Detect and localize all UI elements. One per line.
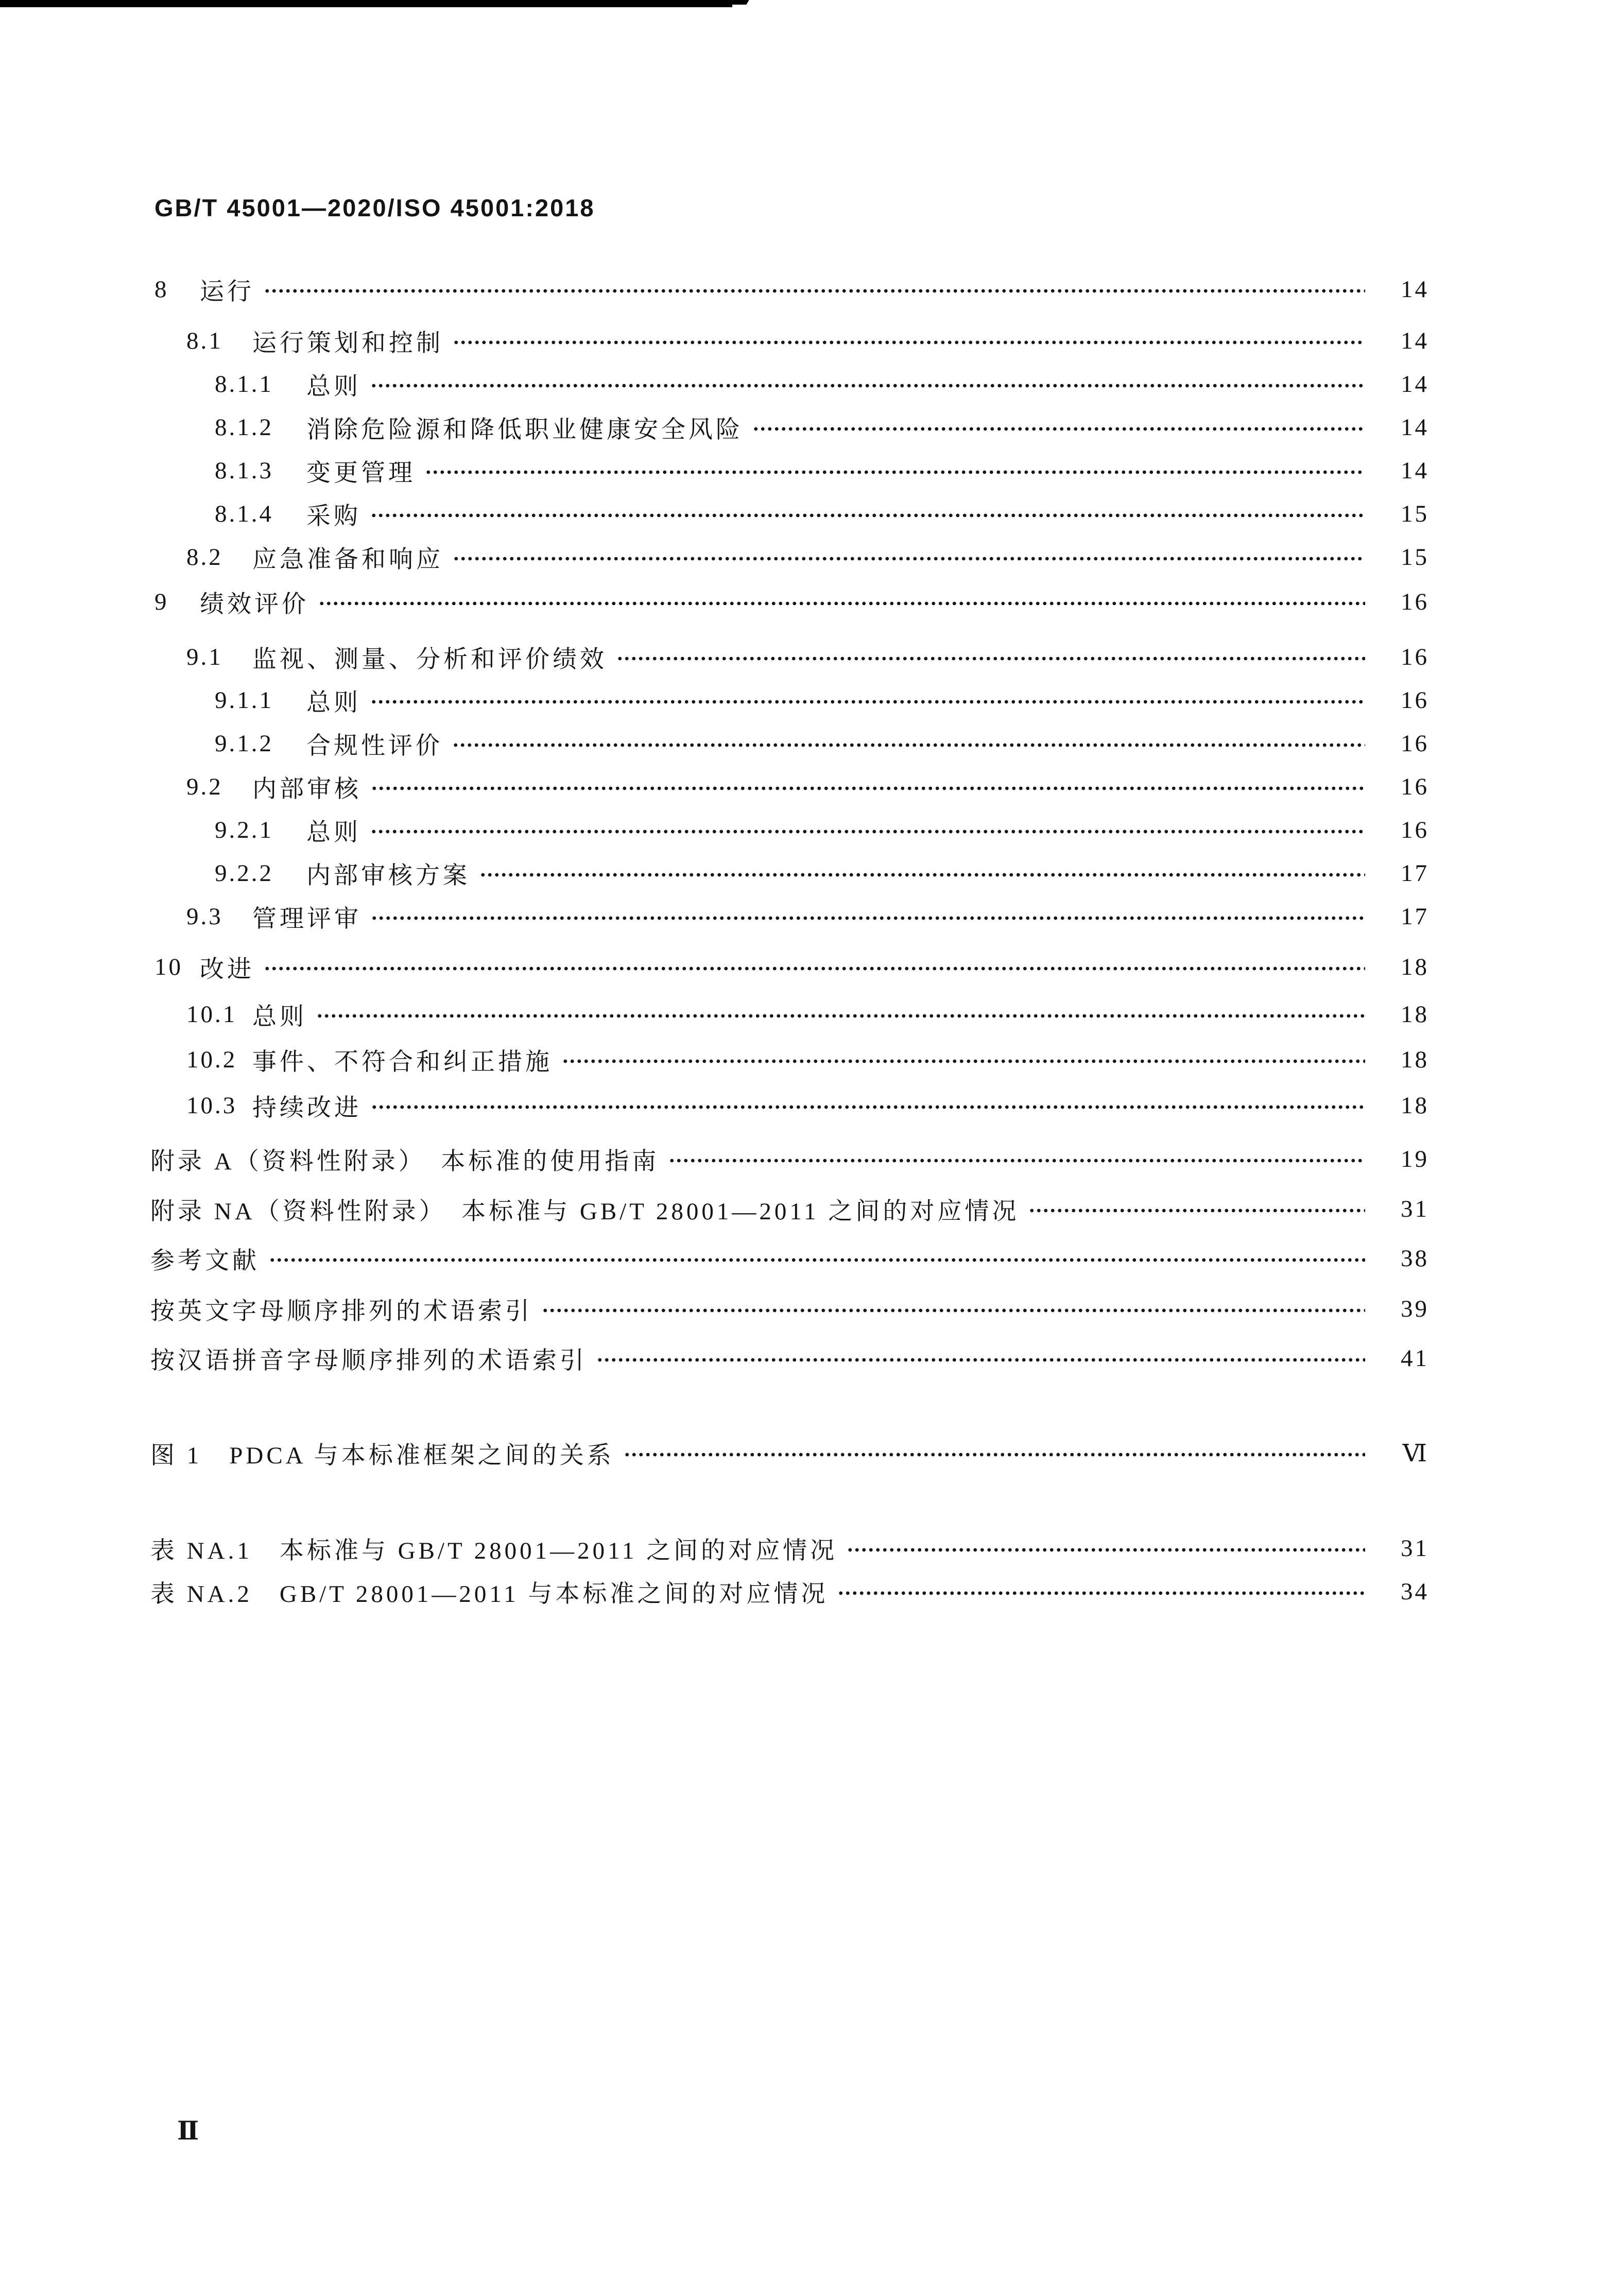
toc-entry-number: 9.1 <box>186 644 223 670</box>
dot-leader <box>1028 1207 1365 1214</box>
toc-entry-number: 9 <box>154 589 169 615</box>
toc-entry-page: 19 <box>1401 1146 1429 1172</box>
toc-entry-title: 改进 <box>200 956 254 983</box>
toc-entry-title: 附录 NA（资料性附录） 本标准与 GB/T 28001—2011 之间的对应情况 <box>150 1198 1020 1225</box>
dot-leader <box>479 872 1365 878</box>
toc-entry-page: 16 <box>1401 773 1429 800</box>
toc-entry-number: 8.1.1 <box>215 371 273 398</box>
toc-entry <box>0 1287 1429 1331</box>
toc-entry-title: 变更管理 <box>306 459 416 487</box>
toc-entry-title: 总则 <box>252 1003 307 1030</box>
toc-entry-page: 18 <box>1401 1046 1429 1073</box>
toc-entry-title: 总则 <box>306 373 361 400</box>
toc-entry-page: 16 <box>1401 589 1429 615</box>
toc-entry-number: 8.1 <box>186 327 223 354</box>
dot-leader <box>371 1104 1365 1110</box>
toc-entry <box>0 1337 1429 1380</box>
toc-entry-page: 16 <box>1401 817 1429 843</box>
toc-entry-number: 8.2 <box>186 544 223 571</box>
table-of-contents <box>0 268 1429 1613</box>
dot-leader <box>370 828 1365 835</box>
dot-leader <box>370 699 1365 705</box>
dot-leader <box>371 915 1365 921</box>
toc-entry <box>0 945 1429 989</box>
dot-leader <box>837 1590 1365 1596</box>
toc-entry <box>0 722 1429 765</box>
toc-entry-page: 16 <box>1401 644 1429 670</box>
toc-entry-title: 表 NA.2 GB/T 28001—2011 与本标准之间的对应情况 <box>150 1580 829 1608</box>
dot-leader <box>668 1158 1365 1164</box>
toc-entry-title: 总则 <box>306 689 361 716</box>
toc-entry-title: 表 NA.1 本标准与 GB/T 28001—2011 之间的对应情况 <box>150 1537 838 1564</box>
toc-entry-number: 10 <box>154 954 183 980</box>
toc-entry-title: 运行 <box>200 278 254 305</box>
toc-entry-title: 绩效评价 <box>200 591 309 618</box>
dot-leader <box>616 655 1365 662</box>
toc-entry-title: 管理评审 <box>252 905 361 933</box>
footer-page-number: Ⅱ <box>177 2116 199 2145</box>
dot-leader <box>562 1058 1365 1064</box>
toc-entry-page: 14 <box>1401 414 1429 441</box>
toc-entry <box>0 449 1429 492</box>
dot-leader <box>752 426 1365 432</box>
toc-entry-page: 38 <box>1401 1245 1429 1272</box>
toc-entry-title: 附录 A（资料性附录） 本标准的使用指南 <box>150 1148 660 1175</box>
toc-entry-title: 合规性评价 <box>306 732 443 759</box>
dot-leader <box>370 383 1365 389</box>
dot-leader <box>847 1547 1365 1553</box>
dot-leader <box>371 785 1365 791</box>
dot-leader <box>542 1307 1365 1314</box>
toc-entry-title: 参考文献 <box>150 1247 260 1274</box>
toc-entry-page: 14 <box>1401 276 1429 303</box>
toc-entry <box>0 679 1429 722</box>
dot-leader <box>596 1357 1365 1363</box>
toc-entry <box>0 765 1429 808</box>
toc-entry-number: 8.1.3 <box>215 457 273 484</box>
dot-leader <box>453 339 1365 346</box>
scan-artifact-bar <box>0 0 732 7</box>
toc-entry-number: 10.1 <box>186 1001 237 1028</box>
toc-entry <box>0 852 1429 895</box>
toc-entry <box>0 1137 1429 1181</box>
toc-entry <box>0 268 1429 311</box>
toc-entry-number: 9.1.2 <box>215 730 273 757</box>
dot-leader <box>370 512 1365 519</box>
toc-entry-number: 8.1.2 <box>215 414 273 441</box>
toc-entry-title: 内部审核方案 <box>306 862 470 889</box>
standard-code-header: GB/T 45001—2020/ISO 45001:2018 <box>154 194 595 221</box>
toc-entry <box>0 319 1429 362</box>
toc-entry-page: 17 <box>1401 860 1429 887</box>
toc-entry <box>0 1187 1429 1231</box>
toc-entry-page: 14 <box>1401 327 1429 354</box>
toc-entry-title: 图 1 PDCA 与本标准框架之间的关系 <box>150 1442 614 1469</box>
toc-entry-number: 9.3 <box>186 903 223 930</box>
dot-leader <box>316 1013 1365 1019</box>
toc-entry <box>0 1527 1429 1570</box>
toc-entry-number: 8.1.4 <box>215 500 273 527</box>
toc-entry-title: 监视、测量、分析和评价绩效 <box>252 646 607 673</box>
toc-entry-page: 34 <box>1401 1578 1429 1605</box>
toc-entry-page: 18 <box>1401 954 1429 980</box>
toc-entry-page: 14 <box>1401 457 1429 484</box>
toc-entry <box>0 1084 1429 1127</box>
scan-artifact-nub <box>718 0 749 5</box>
toc-entry-page: 16 <box>1401 687 1429 714</box>
dot-leader <box>269 1257 1365 1263</box>
toc-entry-title: 事件、不符合和纠正措施 <box>252 1048 553 1076</box>
dot-leader <box>425 469 1365 475</box>
toc-entry <box>0 993 1429 1036</box>
toc-entry <box>0 808 1429 852</box>
toc-entry-page: 14 <box>1401 371 1429 398</box>
toc-entry-title: 按汉语拼音字母顺序排列的术语索引 <box>150 1347 587 1374</box>
toc-entry-page: 18 <box>1401 1001 1429 1028</box>
toc-entry <box>0 1431 1429 1475</box>
toc-entry-page: 16 <box>1401 730 1429 757</box>
toc-entry-page: 31 <box>1401 1535 1429 1562</box>
toc-entry-number: 10.3 <box>186 1092 237 1119</box>
toc-entry-title: 内部审核 <box>252 775 361 803</box>
toc-entry-page: 18 <box>1401 1092 1429 1119</box>
toc-entry <box>0 492 1429 536</box>
toc-entry-title: 应急准备和响应 <box>252 546 443 573</box>
toc-entry-page: 15 <box>1401 500 1429 527</box>
toc-entry-page: Ⅵ <box>1402 1440 1429 1467</box>
toc-entry-page: 15 <box>1401 544 1429 571</box>
toc-entry-title: 总则 <box>306 819 361 846</box>
toc-entry <box>0 1570 1429 1613</box>
toc-entry-page: 39 <box>1401 1296 1429 1322</box>
toc-entry-title: 采购 <box>306 503 361 530</box>
toc-entry-number: 8 <box>154 276 169 303</box>
toc-entry <box>0 1038 1429 1081</box>
toc-entry-number: 9.2 <box>186 773 223 800</box>
toc-entry-page: 41 <box>1401 1345 1429 1372</box>
toc-entry-page: 31 <box>1401 1196 1429 1222</box>
toc-entry <box>0 1237 1429 1280</box>
toc-entry-title: 消除危险源和降低职业健康安全风险 <box>306 416 743 443</box>
toc-entry-title: 运行策划和控制 <box>252 330 443 357</box>
toc-entry <box>0 536 1429 579</box>
toc-entry-number: 9.1.1 <box>215 687 273 714</box>
dot-leader <box>264 965 1365 972</box>
toc-entry-number: 9.2.2 <box>215 860 273 887</box>
dot-leader <box>264 288 1365 294</box>
toc-entry <box>0 580 1429 624</box>
dot-leader <box>318 600 1365 607</box>
toc-entry <box>0 895 1429 938</box>
toc-entry-title: 持续改进 <box>252 1094 361 1121</box>
toc-entry-number: 10.2 <box>186 1046 237 1073</box>
toc-entry <box>0 362 1429 406</box>
toc-entry <box>0 635 1429 679</box>
dot-leader <box>452 742 1365 748</box>
toc-entry-page: 17 <box>1401 903 1429 930</box>
dot-leader <box>453 556 1365 562</box>
toc-entry-title: 按英文字母顺序排列的术语索引 <box>150 1298 532 1325</box>
toc-entry-number: 9.2.1 <box>215 817 273 843</box>
dot-leader <box>624 1452 1365 1458</box>
toc-entry <box>0 406 1429 449</box>
